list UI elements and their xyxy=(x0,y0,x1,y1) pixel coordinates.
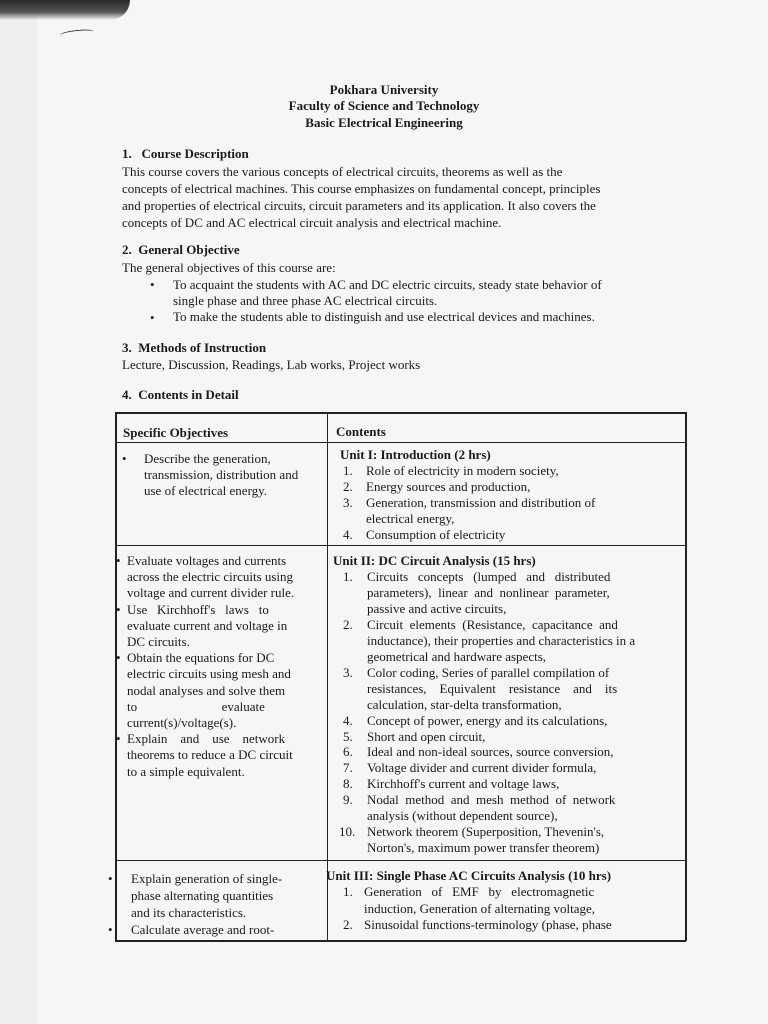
section-3-heading xyxy=(122,340,266,356)
unit-2-item: Nodal method and mesh method of network xyxy=(367,792,616,808)
unit-2-item: Concept of power, energy and its calculations, xyxy=(367,712,608,728)
unit-1-item-num: 1. xyxy=(343,463,353,478)
objective-line: to a simple equivalent. xyxy=(127,763,245,779)
unit-2-item-num: 9. xyxy=(343,792,353,808)
section-1-heading xyxy=(122,146,249,162)
unit-2-item-num: 10. xyxy=(339,824,356,840)
table-border-header xyxy=(115,442,686,443)
unit-1-item: Consumption of electricity xyxy=(366,527,506,542)
unit-2-item: geometrical and hardware aspects, xyxy=(367,648,547,664)
unit-2-item: Ideal and non-ideal sources, source conversion, xyxy=(367,744,614,760)
unit-2-item-num: 5. xyxy=(343,728,353,744)
unit-2-item-num: 4. xyxy=(343,712,353,728)
objective-line: Explain generation of single- xyxy=(131,871,283,886)
objective-line: Explain and use network xyxy=(127,731,286,747)
objective-line: evaluate current and voltage in xyxy=(127,617,288,633)
bullet-icon: • xyxy=(116,601,121,617)
unit-1-item: Energy sources and production, xyxy=(366,479,531,494)
unit-2-item: Voltage divider and current divider formula, xyxy=(367,760,597,776)
unit-2-title: Unit II: DC Circuit Analysis (15 hrs) xyxy=(333,553,536,568)
unit-2-item: calculation, star-delta transformation, xyxy=(367,696,562,712)
section-4-title: Contents in Detail xyxy=(138,387,239,402)
university-name: Pokhara University xyxy=(329,82,439,97)
table-border-row2 xyxy=(115,860,686,861)
unit-1-item: Generation, transmission and distribution of xyxy=(366,495,596,510)
objective-line: nodal analyses and solve them xyxy=(127,682,286,698)
unit-2-item: Circuits concepts (lumped and distributed xyxy=(367,569,611,584)
unit-2-item-num: 8. xyxy=(343,776,353,792)
section-1-line: This course covers the various concepts of electrical circuits, theorems as well as the xyxy=(122,164,563,179)
section-3-title: Methods of Instruction xyxy=(138,340,267,355)
section-1-line: and properties of electrical circuits, circuit parameters and its application. It also covers the xyxy=(122,198,596,213)
objective-line: across the electric circuits using xyxy=(127,569,294,585)
unit-3-item-num: 1. xyxy=(343,884,353,899)
course-title: Basic Electrical Engineering xyxy=(305,115,463,130)
page-shadow xyxy=(0,0,130,20)
section-1-line: concepts of DC and AC electrical circuit analysis and electrical machine. xyxy=(122,215,502,230)
unit-2-item-num: 6. xyxy=(343,744,353,760)
unit-2-item: passive and active circuits, xyxy=(367,600,507,616)
unit-2-item: resistances, Equivalent resistance and its xyxy=(367,680,618,696)
objective-line: Evaluate voltages and currents xyxy=(127,553,287,568)
unit-3-title: Unit III: Single Phase AC Circuits Analysis (10 hrs) xyxy=(326,868,612,883)
objective-line: use of electrical energy. xyxy=(144,483,268,498)
objective-line: voltage and current divider rule. xyxy=(127,585,295,601)
table-column-divider xyxy=(327,412,328,941)
unit-2-item: analysis (without dependent source), xyxy=(367,808,558,824)
section-2-title: General Objective xyxy=(138,242,240,257)
objective-line: phase alternating quantities xyxy=(131,888,274,903)
unit-2-item-num: 1. xyxy=(343,569,353,584)
section-2-intro: The general objectives of this course are: xyxy=(122,260,336,275)
objective-line: Calculate average and root- xyxy=(131,922,275,937)
unit-2-item: parameters), linear and nonlinear parameter, xyxy=(367,584,610,600)
faculty-name: Faculty of Science and Technology xyxy=(288,98,480,113)
table-header-objectives: Specific Objectives xyxy=(123,425,229,440)
objective-line: Use Kirchhoff's laws to xyxy=(127,601,269,617)
unit-2-item-num: 7. xyxy=(343,760,353,776)
unit-3-item: Sinusoidal functions-terminology (phase, phase xyxy=(364,917,612,932)
objective-line: to evaluate xyxy=(127,698,265,714)
objective-line: DC circuits. xyxy=(127,634,190,649)
bullet-icon: • xyxy=(116,553,121,568)
unit-2-item-num: 2. xyxy=(343,616,353,632)
section-4-number: 4. xyxy=(122,387,132,402)
objective-bullet-line: To make the students able to distinguish and use electrical devices and machines. xyxy=(173,309,595,324)
unit-2-item: Circuit elements (Resistance, capacitance and xyxy=(367,616,618,632)
table-border-bottom xyxy=(115,940,686,942)
objective-bullet-line: single phase and three phase AC electrical circuits. xyxy=(173,293,438,308)
section-2-number: 2. xyxy=(122,242,132,257)
table-border-left xyxy=(115,412,117,941)
unit-3-item: Generation of EMF by electromagnetic xyxy=(364,884,595,899)
table-border-row1 xyxy=(115,545,686,546)
unit-2-item-num: 3. xyxy=(343,664,353,680)
section-4-heading xyxy=(122,387,239,403)
table-header-contents: Contents xyxy=(336,424,386,439)
unit-2-item: Short and open circuit, xyxy=(367,728,486,744)
objective-line: theorems to reduce a DC circuit xyxy=(127,747,293,763)
unit-1-item: electrical energy, xyxy=(366,511,455,526)
section-3-text: Lecture, Discussion, Readings, Lab works, Project works xyxy=(122,357,421,372)
objective-line: transmission, distribution and xyxy=(144,467,299,482)
unit-2-item: Network theorem (Superposition, Thevenin's, xyxy=(367,824,605,840)
bullet-icon: • xyxy=(108,922,113,937)
bullet-icon: • xyxy=(150,277,155,292)
unit-3-item-num: 2. xyxy=(343,917,353,932)
unit-3-item: induction, Generation of alternating voltage, xyxy=(364,900,596,916)
section-1-number: 1. xyxy=(122,146,132,161)
unit-2-item: Norton's, maximum power transfer theorem) xyxy=(367,840,600,856)
unit-1-item-num: 3. xyxy=(343,495,353,510)
unit-1-item: Role of electricity in modern society, xyxy=(366,463,559,478)
objective-line: Describe the generation, xyxy=(144,451,271,466)
section-3-number: 3. xyxy=(122,340,132,355)
unit-2-item: Color coding, Series of parallel compilation of xyxy=(367,664,610,680)
bullet-icon: • xyxy=(122,451,127,466)
bullet-icon: • xyxy=(116,650,121,666)
unit-1-item-num: 2. xyxy=(343,479,353,494)
section-1-line: concepts of electrical machines. This course emphasizes on fundamental concept, principles xyxy=(122,181,601,196)
objective-bullet-line: To acquaint the students with AC and DC electric circuits, steady state behavior of xyxy=(173,277,602,292)
objective-line: electric circuits using mesh and xyxy=(127,666,291,682)
section-1-title: Course Description xyxy=(141,146,249,161)
table-border-top xyxy=(115,412,686,414)
objective-line: and its characteristics. xyxy=(131,905,247,920)
bullet-icon: • xyxy=(116,731,121,747)
table-border-right xyxy=(685,412,687,941)
unit-1-title: Unit I: Introduction (2 hrs) xyxy=(340,447,491,462)
bullet-icon: • xyxy=(108,871,113,886)
unit-1-item-num: 4. xyxy=(343,527,353,542)
bullet-icon: • xyxy=(150,310,155,325)
section-2-heading xyxy=(122,242,240,258)
unit-2-item: Kirchhoff's current and voltage laws, xyxy=(367,776,560,792)
objective-line: current(s)/voltage(s). xyxy=(127,715,237,730)
unit-2-item: inductance), their properties and characteristics in a xyxy=(367,632,636,648)
objective-line: Obtain the equations for DC xyxy=(127,650,275,666)
